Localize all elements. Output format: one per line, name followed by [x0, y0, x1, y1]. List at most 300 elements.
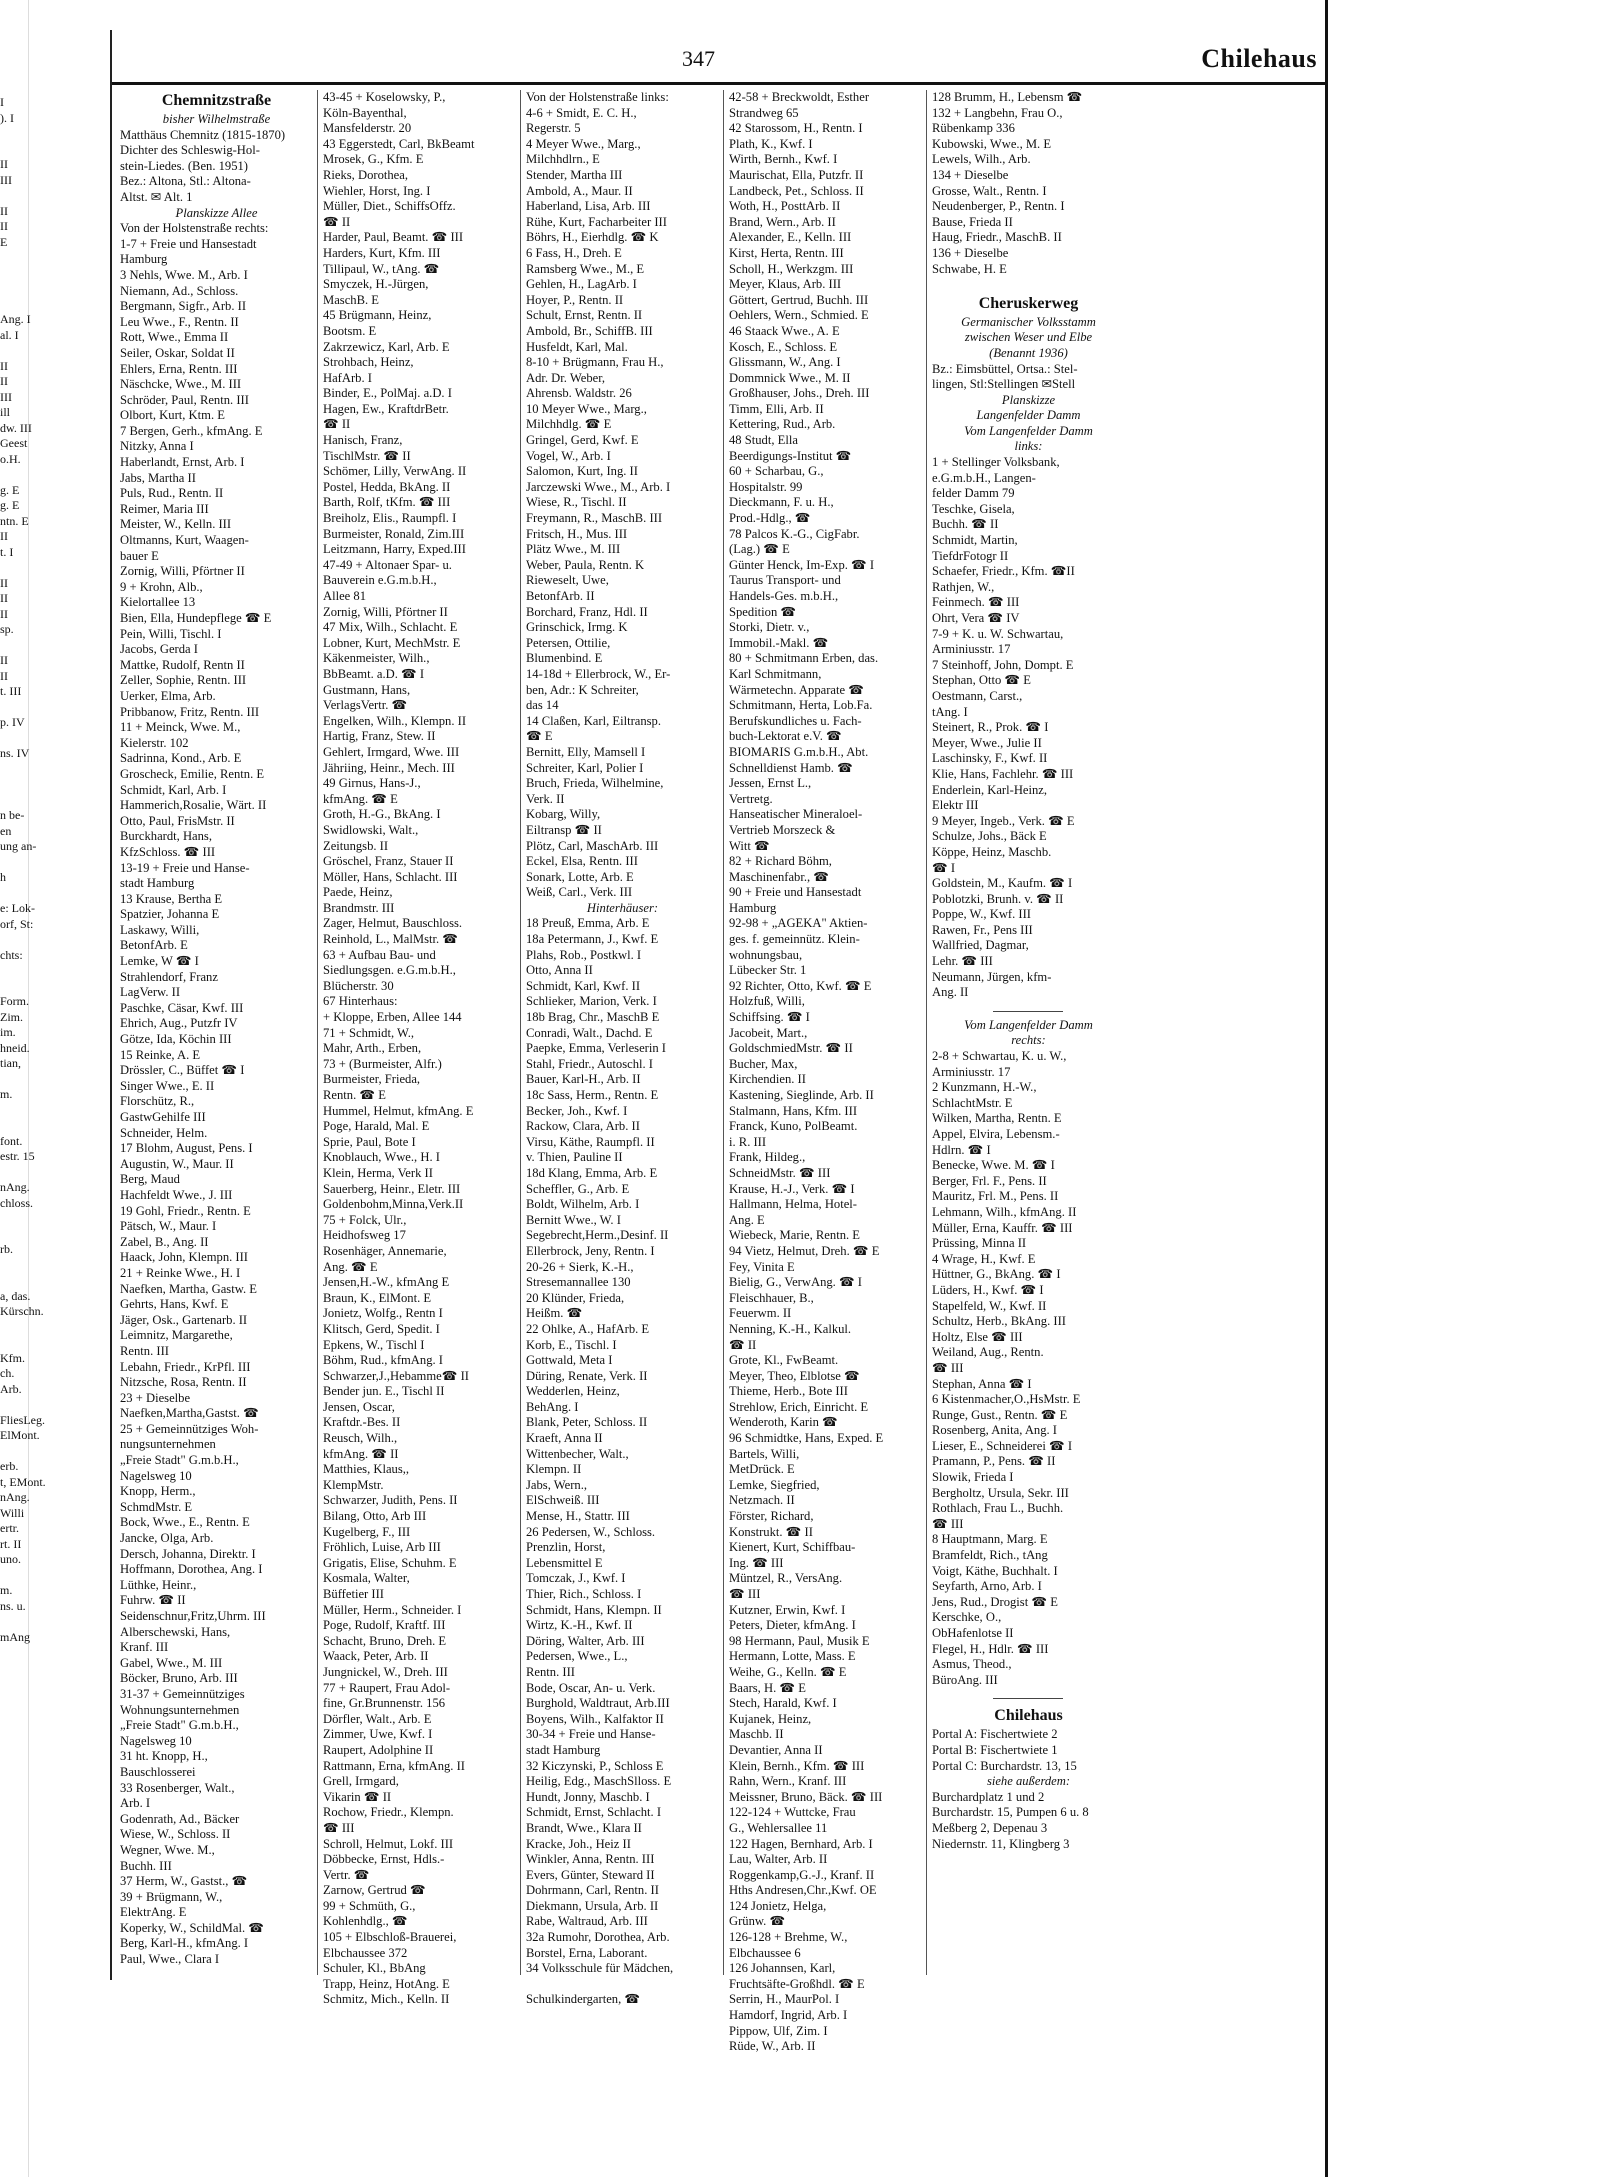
directory-entry-line: Lebensmittel E	[526, 1555, 603, 1570]
directory-entry-line: Naefken, Martha, Gastw. E	[120, 1281, 257, 1296]
directory-entry-line: Weihe, G., Kelln. ☎ E	[729, 1664, 847, 1679]
directory-entry-line: Asmus, Theod.,	[932, 1657, 1012, 1672]
directory-entry-line: Plath, K., Kwf. I	[729, 136, 813, 151]
directory-entry-line: Jens, Rud., Drogist ☎ E	[932, 1594, 1058, 1609]
directory-entry-line: Bez.: Altona, Stl.: Altona-	[120, 174, 251, 189]
directory-entry-line: Waack, Peter, Arb. II	[323, 1649, 429, 1664]
directory-entry-line: 8-10 + Brügmann, Frau H.,	[526, 355, 664, 370]
directory-entry-line: Prüssing, Minna II	[932, 1236, 1027, 1251]
directory-entry-line: Hachfeldt Wwe., J. III	[120, 1187, 233, 1202]
directory-entry-line: VerlagsVertr. ☎	[323, 698, 408, 713]
directory-entry-line: Mattke, Rudolf, Rentn II	[120, 657, 245, 672]
directory-entry-line: Berg, Maud	[120, 1172, 180, 1187]
adjacent-page-fragment	[0, 281, 62, 297]
directory-entry-line: MetDrück. E	[729, 1462, 795, 1477]
adjacent-page-fragment	[0, 793, 62, 809]
directory-entry-line: Schult, Ernst, Rentn. II	[526, 308, 643, 323]
directory-entry-line: Holzfuß, Willi,	[729, 994, 805, 1009]
adjacent-page-fragment: o.H.	[0, 451, 21, 466]
directory-entry-line: Koperky, W., SchildMal. ☎	[120, 1920, 264, 1935]
adjacent-page-fragment: Willi	[0, 1505, 25, 1520]
adjacent-page-fragment: ung an-	[0, 839, 37, 853]
directory-entry-line: Kracke, Joh., Heiz II	[526, 1836, 631, 1851]
directory-entry-line: Berger, Frl. F., Pens. II	[932, 1173, 1047, 1188]
directory-entry-line: 43-45 + Koselowsky, P.,	[323, 90, 446, 104]
directory-entry-line: ges. f. gemeinnütz. Klein-	[729, 932, 860, 947]
directory-entry-line: 136 + Dieselbe	[932, 245, 1009, 260]
directory-entry-line: Postel, Hedda, BkAng. II	[323, 479, 451, 494]
directory-entry-line: Hermann, Lotte, Mass. E	[729, 1649, 856, 1664]
directory-entry-line: 6 Fass, H., Dreh. E	[526, 245, 622, 260]
directory-entry-line: Steinert, R., Prok. ☎ I	[932, 720, 1049, 735]
directory-entry-line: Schneider, Helm.	[120, 1125, 208, 1140]
directory-entry-line: ☎ III	[932, 1516, 964, 1531]
directory-entry-line: Seidenschnur,Fritz,Uhrm. III	[120, 1609, 266, 1623]
directory-entry-line: das 14	[526, 698, 559, 713]
directory-entry-line: 37 Herm, W., Gastst., ☎	[120, 1874, 248, 1889]
directory-entry-line: Jabs, Martha II	[120, 470, 196, 485]
adjacent-page-fragment: II	[0, 374, 8, 388]
directory-entry-line: Wirth, Bernh., Kwf. I	[729, 152, 838, 167]
directory-entry-line: Paede, Heinz,	[323, 885, 393, 900]
directory-entry-line: 122-124 + Wuttcke, Frau	[729, 1805, 856, 1820]
directory-entry-line: Lübecker Str. 1	[729, 963, 807, 978]
directory-entry-line: Wittenbecher, Walt.,	[526, 1446, 629, 1461]
directory-entry-line: Strahlendorf, Franz	[120, 969, 218, 984]
directory-entry-line: Olbort, Kurt, Ktm. E	[120, 408, 225, 423]
adjacent-page-fragment: III	[0, 389, 12, 404]
directory-entry-line: Paul, Wwe., Clara I	[120, 1952, 220, 1967]
directory-entry-line: Stephan, Anna ☎ I	[932, 1376, 1032, 1391]
directory-entry-line: Müntzel, R., VersAng.	[729, 1571, 843, 1586]
adjacent-page-fragment: III	[0, 172, 12, 187]
directory-entry-line: Bauschlosserei	[120, 1764, 196, 1779]
directory-entry-line: Stapelfeld, W., Kwf. II	[932, 1298, 1047, 1313]
directory-entry-line: Otto, Paul, FrisMstr. II	[120, 813, 235, 828]
adjacent-page-fragment	[0, 560, 62, 576]
directory-entry-line: Drössler, C., Büffet ☎ I	[120, 1063, 245, 1078]
directory-entry-line: Nagelsweg 10	[120, 1468, 192, 1483]
directory-entry-line: Kubowski, Wwe., M. E	[932, 136, 1052, 151]
directory-entry-line: i. R. III	[729, 1134, 767, 1149]
directory-entry-line: Stahl, Friedr., Autoschl. I	[526, 1056, 653, 1071]
directory-entry-line: Lehmann, Wilh., kfmAng. II	[932, 1204, 1077, 1219]
directory-entry-line: 14-18d + Ellerbrock, W., Er-	[526, 666, 671, 681]
directory-entry-line: Bielig, G., VerwAng. ☎ I	[729, 1275, 862, 1290]
directory-entry-line: 126 Johannsen, Karl,	[729, 1961, 836, 1976]
directory-entry-line: Rieks, Dorothea,	[323, 167, 408, 182]
directory-entry-line: 78 Palcos K.-G., CigFabr.	[729, 526, 860, 541]
directory-entry-line: Allee 81	[323, 589, 367, 603]
directory-entry-line: Zarnow, Gertrud ☎	[323, 1883, 426, 1898]
directory-entry-line: 20-26 + Sierk, K.-H.,	[526, 1259, 634, 1274]
directory-entry-line: Meyer, Wwe., Julie II	[932, 735, 1042, 750]
directory-entry-line: Appel, Elvira, Lebensm.-	[932, 1127, 1060, 1141]
directory-entry-line: 34 Volksschule für Mädchen,	[526, 1961, 674, 1976]
adjacent-page-fragment: Zim.	[0, 1009, 23, 1024]
directory-entry-line: Seiler, Oskar, Soldat II	[120, 345, 235, 360]
directory-entry-line: Hartig, Franz, Stew. II	[323, 729, 436, 744]
directory-entry-line: Jessen, Ernst L.,	[729, 776, 812, 791]
directory-entry-line: Vertrieb Morszeck &	[729, 822, 836, 837]
directory-entry-line: Zeitungsb. II	[323, 838, 389, 853]
directory-entry-line: Ambold, A., Maur. II	[526, 183, 633, 198]
directory-entry-line: Büffetier III	[323, 1587, 384, 1601]
directory-entry-line: Möller, Hans, Schlacht. III	[323, 869, 458, 884]
directory-entry-line: Engelken, Wilh., Klempn. II	[323, 713, 467, 728]
directory-entry-line: Jähriing, Heinr., Mech. III	[323, 760, 455, 775]
directory-entry-line: Krause, H.-J., Verk. ☎ I	[729, 1181, 855, 1196]
directory-entry-line: Blank, Peter, Schloss. II	[526, 1415, 648, 1430]
directory-entry-line: Beerdigungs-Institut ☎	[729, 448, 852, 463]
column-rule	[520, 90, 521, 1975]
directory-entry-line: 9 + Krohn, Alb.,	[120, 579, 203, 594]
directory-entry-line: Zeller, Sophie, Rentn. III	[120, 673, 247, 688]
directory-entry-line: Buchh. ☎ II	[932, 517, 999, 532]
adjacent-page-fragment: ns. u.	[0, 1598, 26, 1613]
directory-entry-line: Scholl, H., Werkzgm. III	[729, 261, 854, 276]
column-rule	[317, 90, 318, 1975]
directory-entry-line: Kohlenhdlg., ☎	[323, 1914, 408, 1929]
section-caption: Germanischer Volksstamm	[961, 314, 1096, 329]
directory-entry-line: 4 Wrage, H., Kwf. E	[932, 1251, 1036, 1266]
directory-entry-line: Goldstein, M., Kaufm. ☎ I	[932, 876, 1073, 891]
directory-entry-line: Hüttner, G., BkAng. ☎ I	[932, 1267, 1061, 1282]
directory-entry-line: Nitzky, Anna I	[120, 439, 194, 454]
directory-entry-line: 134 + Dieselbe	[932, 167, 1009, 182]
directory-entry-line: Burmeister, Ronald, Zim.III	[323, 526, 465, 541]
adjacent-page-fragment: orf, St:	[0, 916, 34, 931]
directory-entry-line: Niedernstr. 11, Klingberg 3	[932, 1836, 1070, 1851]
directory-entry-line: Baars, H. ☎ E	[729, 1680, 806, 1695]
directory-entry-line: Grünw. ☎	[729, 1914, 786, 1929]
adjacent-page-fragment: m.	[0, 1583, 13, 1597]
directory-entry-line: Paschke, Cäsar, Kwf. III	[120, 1000, 244, 1015]
directory-entry-line: Franck, Kuno, PolBeamt.	[729, 1119, 858, 1134]
directory-entry-line: Müller, Herm., Schneider. I	[323, 1602, 462, 1617]
directory-entry-line: 2-8 + Schwartau, K. u. W.,	[932, 1049, 1067, 1064]
directory-entry-line: Laschinsky, F., Kwf. II	[932, 751, 1048, 766]
directory-entry-line: Braun, K., ElMont. E	[323, 1290, 432, 1305]
directory-entry-line: Taurus Transport- und	[729, 573, 841, 588]
directory-entry-line: Klitsch, Gerd, Spedit. I	[323, 1321, 440, 1336]
directory-entry-line: Klempn. II	[526, 1462, 582, 1477]
directory-entry-line: wohnungsbau,	[729, 947, 803, 962]
directory-entry-line: Vikarin ☎ II	[323, 1789, 392, 1804]
adjacent-page-fragment: I	[0, 95, 4, 109]
directory-entry-line: Nitzsche, Rosa, Rentn. II	[120, 1375, 247, 1390]
directory-entry-line: SchmdMstr. E	[120, 1499, 193, 1514]
directory-entry-line: Kutzner, Erwin, Kwf. I	[729, 1602, 846, 1617]
section-caption: Vom Langenfelder Damm	[964, 423, 1093, 438]
directory-entry-line: Burmeister, Frieda,	[323, 1072, 421, 1087]
directory-entry-line: Schmidt, Karl, Arb. I	[120, 782, 227, 797]
directory-entry-line: Zabel, B., Ang. II	[120, 1234, 209, 1249]
directory-entry-line: Heidhofsweg 17	[323, 1228, 406, 1243]
directory-entry-line: Plötz, Carl, MaschArb. III	[526, 838, 659, 853]
directory-entry-line: Grote, Kl., FwBeamt.	[729, 1353, 839, 1368]
directory-entry-line: 13-19 + Freie und Hanse-	[120, 860, 250, 875]
directory-entry-line: 82 + Richard Böhm,	[729, 854, 832, 869]
directory-entry-line: Maschinenfabr., ☎	[729, 869, 829, 884]
section-caption: links:	[1014, 439, 1043, 454]
directory-entry-line: Konstrukt. ☎ II	[729, 1524, 813, 1539]
directory-entry-line: 14 Claßen, Karl, Eiltransp.	[526, 713, 662, 728]
directory-entry-line: 11 + Meinck, Wwe. M.,	[120, 720, 241, 735]
directory-entry-line: Grinschick, Irmg. K	[526, 620, 628, 635]
directory-entry-line: Blücherstr. 30	[323, 978, 394, 993]
directory-entry-line: Jancke, Olga, Arb.	[120, 1531, 214, 1546]
directory-entry-line: Teschke, Gisela,	[932, 501, 1015, 516]
directory-entry-line: Schroll, Helmut, Lokf. III	[323, 1836, 454, 1851]
directory-entry-line: Schaefer, Friedr., Kfm. ☎II	[932, 564, 1075, 579]
directory-entry-line: Brandmstr. III	[323, 900, 395, 915]
directory-entry-line: Storki, Dietr. v.,	[729, 620, 810, 635]
directory-entry-line: Schmidt, Ernst, Schlacht. I	[526, 1805, 662, 1820]
adjacent-page-fragment	[0, 266, 62, 282]
directory-entry-line: Benecke, Wwe. M. ☎ I	[932, 1158, 1055, 1173]
directory-entry-line: Goldenbohm,Minna,Verk.II	[323, 1197, 464, 1212]
directory-entry-line: Fröhlich, Luise, Arb III	[323, 1540, 441, 1555]
directory-entry-line: G., Wehlersallee 11	[729, 1820, 828, 1835]
directory-entry-line: Burchardplatz 1 und 2	[932, 1789, 1045, 1804]
adjacent-page-fragment: rb.	[0, 1242, 13, 1256]
directory-entry-line: Schiffsing. ☎ I	[729, 1010, 810, 1025]
directory-entry-line: Bauer, Karl-H., Arb. II	[526, 1072, 641, 1087]
directory-entry-line: Niemann, Ad., Schloss.	[120, 283, 239, 298]
directory-entry-line: Haberlandt, Ernst, Arb. I	[120, 455, 245, 470]
directory-entry-line: 96 Schmidtke, Hans, Exped. E	[729, 1431, 884, 1446]
directory-entry-line: Lobner, Kurt, MechMstr. E	[323, 635, 461, 650]
directory-entry-line: Poge, Rudolf, Kraftf. III	[323, 1618, 446, 1633]
directory-entry-line: 73 + (Burmeister, Alfr.)	[323, 1056, 442, 1071]
adjacent-page-fragment	[0, 638, 62, 654]
directory-entry-line: Trapp, Heinz, HotAng. E	[323, 1976, 450, 1991]
directory-entry-line: Von der Holstenstraße links:	[526, 90, 669, 104]
directory-entry-line: Pippow, Ulf, Zim. I	[729, 2023, 828, 2038]
directory-entry-line: Kranf. III	[120, 1640, 169, 1655]
adjacent-page-fragment: II	[0, 606, 8, 621]
directory-entry-line: Hdlrn. ☎ I	[932, 1142, 991, 1157]
directory-entry-line: Ing. ☎ III	[729, 1555, 784, 1570]
directory-entry-line: Schultz, Herb., BkAng. III	[932, 1314, 1066, 1329]
directory-entry-line: 94 Vietz, Helmut, Dreh. ☎ E	[729, 1243, 880, 1258]
directory-entry-line: Epkens, W., Tischl I	[323, 1337, 425, 1352]
adjacent-page-fragment: ch.	[0, 1366, 15, 1380]
running-head: Chilehaus	[1201, 44, 1317, 73]
directory-entry-line: Jacobs, Gerda I	[120, 642, 198, 657]
directory-entry-line: Barth, Rolf, tKfm. ☎ III	[323, 495, 451, 510]
directory-entry-line: Arminiusstr. 17	[932, 642, 1011, 657]
directory-entry-line: Godenrath, Ad., Bäcker	[120, 1811, 240, 1826]
directory-entry-line: Haug, Friedr., MaschB. II	[932, 230, 1062, 245]
directory-entry-line: 126-128 + Brehme, W.,	[729, 1930, 848, 1945]
directory-entry-line: Rott, Wwe., Emma II	[120, 330, 229, 345]
directory-entry-line: Paepke, Emma, Verleserin I	[526, 1041, 667, 1056]
adjacent-page-fragment: II	[0, 157, 8, 171]
adjacent-page-fragment	[0, 1211, 62, 1227]
adjacent-page-fragment	[0, 932, 62, 948]
directory-entry-line: nungsunternehmen	[120, 1437, 216, 1452]
directory-entry-line: 21 + Reinke Wwe., H. I	[120, 1265, 241, 1280]
directory-entry-line: Bode, Oscar, An- u. Verk.	[526, 1680, 656, 1695]
street-heading: Chilehaus	[994, 1707, 1063, 1725]
directory-entry-line: Wilken, Martha, Rentn. E	[932, 1111, 1062, 1126]
adjacent-page-fragment	[0, 731, 62, 747]
directory-entry-line: ☎ II	[323, 214, 351, 229]
directory-entry-line: Meyer, Klaus, Arb. III	[729, 277, 842, 292]
directory-entry-line: 3 Nehls, Wwe. M., Arb. I	[120, 267, 248, 282]
directory-entry-line: Pramann, P., Pens. ☎ II	[932, 1454, 1056, 1469]
adjacent-page-fragment	[0, 297, 62, 313]
directory-entry-line: 4-6 + Smidt, E. C. H.,	[526, 105, 637, 120]
adjacent-page-fragment: g. E	[0, 498, 20, 512]
directory-entry-line: Wohnungsunternehmen	[120, 1702, 240, 1717]
directory-entry-line: Elektr III	[932, 798, 979, 813]
directory-entry-line: Oltmanns, Kurt, Waagen-	[120, 533, 249, 548]
directory-entry-line: Böhm, Rud., kfmAng. I	[323, 1353, 443, 1368]
directory-entry-line: Lemke, W ☎ I	[120, 954, 199, 969]
directory-entry-line: ☎ III	[729, 1587, 761, 1601]
column-1	[120, 90, 313, 1968]
adjacent-page-fragment: n be-	[0, 808, 25, 822]
directory-entry-line: Gehlen, H., LagArb. I	[526, 277, 637, 292]
adjacent-page-fragment	[0, 1397, 62, 1413]
directory-entry-line: 42-58 + Breckwoldt, Esther	[729, 90, 870, 104]
directory-entry-line: Ellerbrock, Jeny, Rentn. I	[526, 1243, 655, 1258]
directory-entry-line: Ehrich, Aug., Putzfr IV	[120, 1016, 238, 1031]
directory-entry-line: 10 Meyer Wwe., Marg.,	[526, 401, 647, 416]
directory-entry-line: Roggenkamp,G.-J., Kranf. II	[729, 1867, 875, 1882]
directory-entry-line: HafArb. I	[323, 370, 372, 385]
directory-entry-line: Hoyer, P., Rentn. II	[526, 292, 624, 307]
directory-entry-line: Runge, Gust., Rentn. ☎ E	[932, 1407, 1068, 1422]
directory-entry-line: 18d Klang, Emma, Arb. E	[526, 1165, 658, 1180]
directory-entry-line: Holtz, Else ☎ III	[932, 1329, 1023, 1344]
section-caption: Vom Langenfelder Damm	[964, 1017, 1093, 1032]
directory-entry-line: Hanisch, Franz,	[323, 433, 403, 448]
adjacent-page-fragment: II	[0, 358, 8, 373]
directory-entry-line: Döring, Walter, Arb. III	[526, 1633, 645, 1648]
directory-entry-line: Klein, Herma, Verk II	[323, 1165, 433, 1180]
directory-entry-line: Brandt, Wwe., Klara II	[526, 1820, 642, 1835]
directory-entry-line: Jäger, Osk., Gartenarb. II	[120, 1312, 248, 1327]
directory-entry-line: Regerstr. 5	[526, 121, 581, 136]
directory-entry-line: Rühe, Kurt, Facharbeiter III	[526, 214, 667, 229]
directory-entry-line: 18 Preuß, Emma, Arb. E	[526, 916, 650, 931]
directory-entry-line: Förster, Richard,	[729, 1509, 814, 1524]
directory-entry-line: Hallmann, Helma, Hotel-	[729, 1197, 857, 1212]
directory-entry-line: Nagelsweg 10	[120, 1733, 192, 1748]
directory-entry-line: Schröder, Paul, Rentn. III	[120, 392, 249, 407]
directory-entry-line: Tomczak, J., Kwf. I	[526, 1571, 626, 1586]
directory-entry-line: Dersch, Johanna, Direktr. I	[120, 1546, 256, 1561]
directory-entry-line: Wedderlen, Heinz,	[526, 1384, 620, 1399]
street-heading: Cheruskerweg	[978, 294, 1079, 312]
directory-entry-line: Burchardstr. 15, Pumpen 6 u. 8	[932, 1805, 1089, 1820]
section-caption: Hinterhäuser:	[586, 900, 659, 915]
column-5	[932, 90, 1125, 1852]
directory-entry-line: Pein, Willi, Tischl. I	[120, 626, 222, 641]
directory-entry-line: Elbchaussee 372	[323, 1945, 408, 1960]
directory-entry-line: Milchhdlrn., E	[526, 152, 600, 167]
directory-entry-line: ObHafenlotse II	[932, 1626, 1014, 1640]
directory-entry-line: Conradi, Walt., Dachd. E	[526, 1025, 653, 1040]
directory-entry-line: Dohrmann, Carl, Rentn. II	[526, 1883, 659, 1898]
directory-entry-line: Schulze, Johs., Bäck E	[932, 829, 1047, 844]
directory-entry-line: felder Damm 79	[932, 486, 1015, 501]
directory-entry-line: tAng. I	[932, 704, 968, 719]
directory-entry-line: Peters, Dieter, kfmAng. I	[729, 1618, 856, 1633]
directory-entry-line: Gringel, Gerd, Kwf. E	[526, 433, 639, 448]
directory-entry-line: Schlieker, Marion, Verk. I	[526, 994, 657, 1009]
directory-entry-line: Grosse, Walt., Rentn. I	[932, 183, 1047, 198]
directory-entry-line: Serrin, H., MaurPol. I	[729, 1992, 840, 2007]
directory-entry-line: Kirst, Herta, Rentn. III	[729, 245, 844, 260]
directory-entry-line: Buchh. III	[120, 1858, 172, 1873]
directory-entry-line: Meissner, Bruno, Bäck. ☎ III	[729, 1789, 883, 1804]
directory-entry-line: Kielerstr. 102	[120, 735, 189, 750]
directory-entry-line: buch-Lektorat e.V. ☎	[729, 729, 842, 744]
directory-entry-line: BehAng. I	[526, 1399, 579, 1414]
section-caption: rechts:	[1011, 1033, 1046, 1048]
adjacent-page-fragment	[0, 467, 62, 483]
page-header	[112, 30, 1327, 82]
directory-entry-line: 75 + Folck, Ulr.,	[323, 1212, 407, 1227]
directory-entry-line: Maurischat, Ella, Putzfr. II	[729, 167, 864, 182]
directory-entry-line: 45 Brügmann, Heinz,	[323, 308, 432, 323]
directory-entry-line: Wiese, R., Tischl. II	[526, 495, 627, 510]
directory-entry-line: Harder, Paul, Beamt. ☎ III	[323, 230, 464, 245]
directory-entry-line: Schwarzer,J.,Hebamme☎ II	[323, 1368, 469, 1383]
directory-entry-line: 60 + Scharbau, G.,	[729, 464, 824, 479]
directory-entry-line: Feuerwm. II	[729, 1306, 792, 1321]
directory-entry-line: „Freie Stadt" G.m.b.H.,	[120, 1453, 239, 1468]
directory-entry-line: Salomon, Kurt, Ing. II	[526, 464, 638, 479]
directory-entry-line: Wärmetechn. Apparate ☎	[729, 682, 864, 697]
adjacent-page-fragment	[0, 1320, 62, 1336]
directory-entry-line: Zornig, Willi, Pförtner II	[120, 564, 245, 579]
directory-entry-line: Näschcke, Wwe., M. III	[120, 377, 242, 392]
directory-entry-line: Gehrts, Hans, Kwf. E	[120, 1297, 229, 1312]
directory-entry-line: Spedition ☎	[729, 604, 797, 619]
directory-entry-line: Arb. I	[120, 1796, 151, 1811]
directory-entry-line: Woth, H., PosttArb. II	[729, 199, 841, 214]
directory-entry-line: Vertretg.	[729, 791, 773, 806]
column-2	[323, 90, 516, 2008]
directory-entry-line: Ang. ☎ E	[323, 1259, 378, 1274]
directory-entry-line: Bruch, Frieda, Wilhelmine,	[526, 776, 664, 791]
adjacent-page-fragment: Form.	[0, 994, 30, 1008]
directory-entry-line: Rabe, Waltraud, Arb. III	[526, 1914, 648, 1929]
directory-entry-line: Fritsch, H., Mus. III	[526, 526, 628, 541]
directory-entry-line: Rochow, Friedr., Klempn.	[323, 1805, 454, 1820]
directory-entry-line: Segebrecht,Herm.,Desinf. II	[526, 1228, 669, 1243]
adjacent-page-fragment: ntn. E	[0, 513, 29, 528]
adjacent-page-fragment: ertr.	[0, 1521, 19, 1535]
directory-entry-line: Poblotzki, Brunh. v. ☎ II	[932, 891, 1064, 906]
directory-entry-line: Grell, Irmgard,	[323, 1774, 399, 1789]
directory-entry-line: Groth, H.-G., BkAng. I	[323, 807, 441, 822]
directory-entry-line: Poppe, W., Kwf. III	[932, 907, 1031, 922]
directory-entry-line: Bender jun. E., Tischl II	[323, 1384, 445, 1399]
directory-entry-line: Prenzlin, Horst,	[526, 1540, 606, 1555]
section-caption: Planskizze Allee	[175, 205, 258, 220]
directory-entry-line: Kobarg, Willy,	[526, 807, 601, 822]
directory-entry-line: Ang. II	[932, 985, 969, 1000]
directory-entry-line: Schulkindergarten, ☎	[526, 1992, 641, 2007]
directory-entry-line: 18a Petermann, J., Kwf. E	[526, 932, 659, 947]
